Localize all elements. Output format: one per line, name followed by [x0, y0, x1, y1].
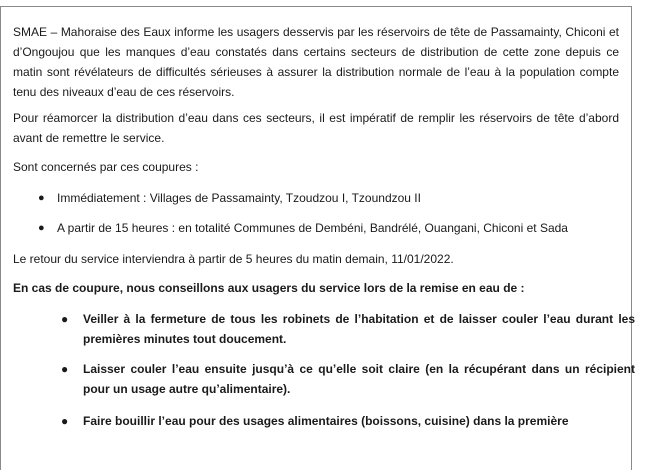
bullet-icon: ● [38, 222, 45, 234]
list-item [13, 309, 635, 349]
list-item [13, 359, 635, 399]
list-item-text: A partir de 15 heures : en totalité Communes de Dembéni, Bandrélé, Ouangani, Chiconi et Sada [57, 221, 568, 235]
list-item [13, 411, 635, 431]
list-item-text: Laisser couler l’eau ensuite jusqu’à ce qu’elle soit claire (en la récupérant dans un récipient pour un usage autre qu’alimentaire). [83, 362, 635, 396]
coupures-list [13, 188, 631, 238]
list-item-text: Faire bouillir l’eau pour des usages alimentaires (boissons, cuisine) dans la première [83, 414, 569, 428]
list-item-text: Veiller à la fermeture de tous les robinets de l’habitation et de laisser couler l’eau durant les premières minutes tout doucement. [83, 312, 635, 346]
list-item-text: Immédiatement : Villages de Passamainty, Tzoudzou I, Tzoundzou II [57, 191, 421, 205]
concernes-label: Sont concernés par ces coupures : [13, 160, 199, 174]
reamorcer-paragraph: Pour réamorcer la distribution d’eau dans ces secteurs, il est impératif de remplir les réservoirs de tête d’abord avant de remettre le service. [13, 111, 619, 145]
warning-heading: En cas de coupure, nous conseillons aux usagers du service lors de la remise en eau de : [13, 281, 525, 295]
bullet-icon: ● [61, 362, 69, 376]
bullet-icon: ● [61, 312, 69, 326]
retour-paragraph: Le retour du service interviendra à partir de 5 heures du matin demain, 11/01/2022. [13, 252, 454, 266]
list-item [13, 218, 631, 238]
bullet-icon: ● [38, 192, 45, 204]
list-item [13, 188, 631, 208]
conseils-list [13, 309, 635, 431]
intro-paragraph: SMAE – Mahoraise des Eaux informe les usagers desservis par les réservoirs de tête de Passamainty, Chiconi et d’Ongoujou que les manques d’eau constatés dans certains secteurs de distribution de cette zone depuis ce matin sont révélateurs de difficultés sérieuses à assurer la distribution normale de l’eau à la population compte tenu des niveaux d’eau de ces réservoirs. [13, 25, 619, 99]
notice-frame [0, 6, 635, 470]
bullet-icon: ● [61, 414, 69, 428]
